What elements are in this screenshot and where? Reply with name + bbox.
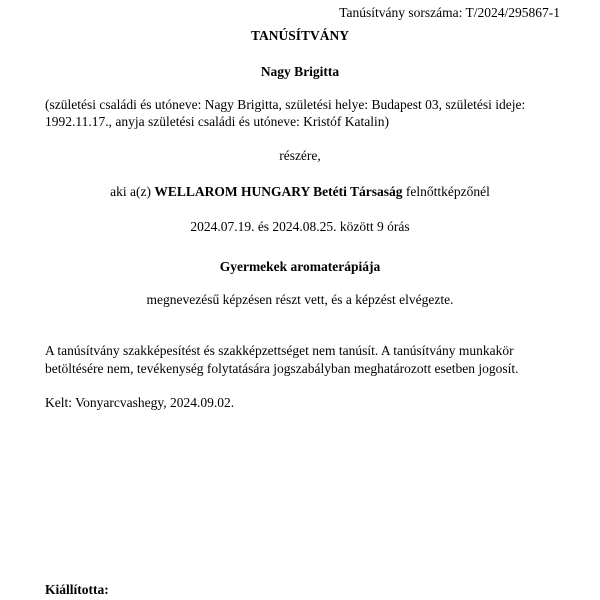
serial-number: T/2024/295867-1 — [465, 5, 560, 20]
birth-details-line-2: 1992.11.17., anyja születési családi és utóneve: Kristóf Katalin) — [45, 114, 390, 129]
birth-details — [45, 96, 565, 130]
provider-suffix: felnőttképzőnél — [405, 184, 490, 199]
issued-place-date: Kelt: Vonyarcvashegy, 2024.09.02. — [45, 395, 235, 410]
disclaimer — [45, 342, 565, 378]
birth-details-line-1: (születési családi és utóneve: Nagy Brigitta, születési helye: Budapest 03, születési ideje: — [45, 97, 526, 112]
completion-text: megnevezésű képzésen részt vett, és a képzést elvégezte. — [146, 292, 454, 307]
course-dates: 2024.07.19. és 2024.08.25. között 9 órás — [190, 219, 410, 234]
provider-name: WELLAROM HUNGARY Betéti Társaság — [154, 184, 403, 199]
course-name: Gyermekek aromaterápiája — [219, 259, 381, 274]
provider-prefix: aki a(z) — [110, 184, 151, 199]
document-title: TANÚSÍTVÁNY — [250, 28, 349, 43]
for-label: részére, — [279, 148, 321, 163]
serial-label: Tanúsítvány sorszáma: — [339, 5, 463, 20]
provider-line — [40, 183, 560, 200]
disclaimer-line-1: A tanúsítvány szakképesítést és szakképzettséget nem tanúsít. A tanúsítvány munkakör — [45, 343, 514, 358]
recipient-name: Nagy Brigitta — [260, 64, 340, 79]
serial-number-line — [339, 4, 560, 21]
disclaimer-line-2: betöltésére nem, tevékenység folytatására jogszabályban meghatározott esetben jogosít. — [45, 361, 519, 376]
issued-by-label: Kiállította: — [45, 582, 109, 597]
